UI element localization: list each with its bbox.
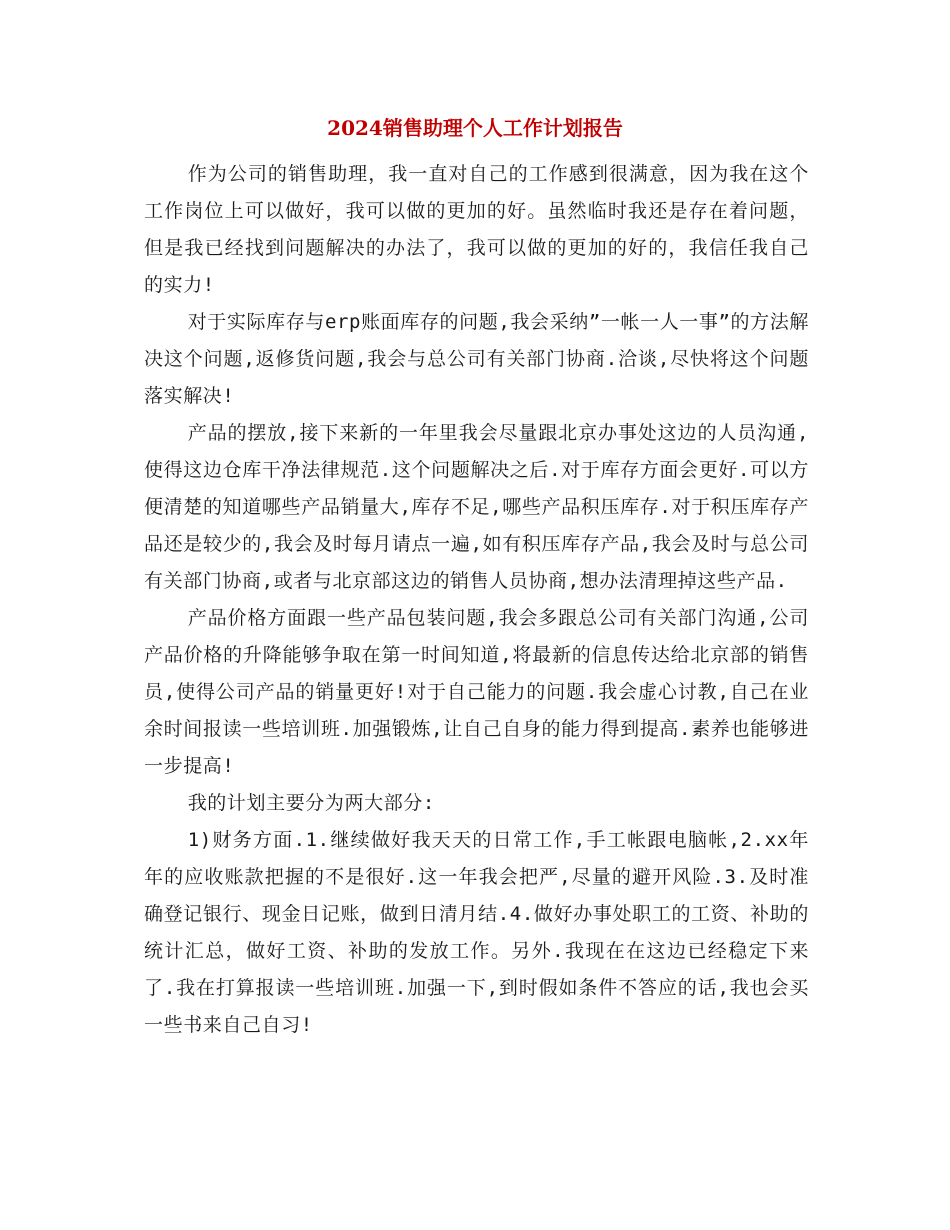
- paragraph-inventory: 对于实际库存与erp账面库存的问题,我会采纳”一帐一人一事”的方法解决这个问题,返修货问题,我会与总公司有关部门协商.洽谈,尽快将这个问题落实解决!: [144, 311, 809, 407]
- document-body: [144, 156, 809, 1044]
- document-title: 2024销售助理个人工作计划报告: [327, 116, 623, 140]
- paragraph-finance: 1)财务方面.1.继续做好我天天的日常工作,手工帐跟电脑帐,2.xx年年的应收账款把握的不是很好.这一年我会把严,尽量的避开风险.3.及时准确登记银行、现金日记账，做到日清月结.4.做好办事处职工的工资、补助的统计汇总，做好工资、补助的发放工作。另外.我现在在这边已经稳定下来了.我在打算报读一些培训班.加强一下,到时假如条件不答应的话,我也会买一些书来自己自习!: [144, 829, 809, 1036]
- paragraph-product-placement: 产品的摆放,接下来新的一年里我会尽量跟北京办事处这边的人员沟通,使得这边仓库干净法律规范.这个问题解决之后.对于库存方面会更好.可以方便清楚的知道哪些产品销量大,库存不足,哪些产品积压库存.对于积压库存产品还是较少的,我会及时每月请点一遍,如有积压库存产品,我会及时与总公司有关部门协商,或者与北京部这边的销售人员协商,想办法清理掉这些产品.: [144, 422, 809, 592]
- paragraph-intro: 作为公司的销售助理，我一直对自己的工作感到很满意，因为我在这个工作岗位上可以做好，我可以做的更加的好。虽然临时我还是存在着问题，但是我已经找到问题解决的办法了，我可以做的更加的好的，我信任我自己的实力!: [144, 163, 809, 296]
- paragraph-pricing: 产品价格方面跟一些产品包装问题,我会多跟总公司有关部门沟通,公司产品价格的升降能够争取在第一时间知道,将最新的信息传达给北京部的销售员,使得公司产品的销量更好!对于自己能力的问题.我会虚心讨教,自己在业余时间报读一些培训班.加强锻炼,让自己自身的能力得到提高.素养也能够进一步提高!: [144, 607, 809, 777]
- paragraph-plan-intro: 我的计划主要分为两大部分:: [187, 792, 435, 814]
